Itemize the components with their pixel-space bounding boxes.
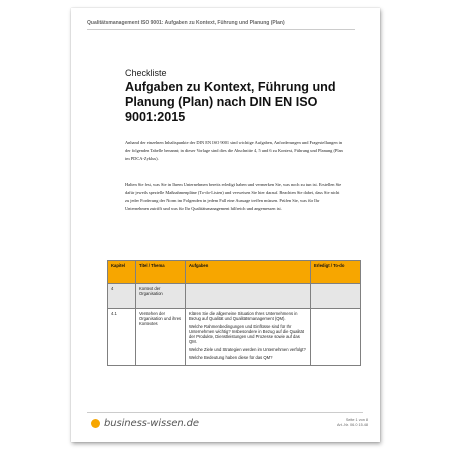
page-info [337, 418, 368, 428]
task-text: Welche Bedeutung haben diese für das QM? [189, 355, 273, 360]
cell-titel: Verstehen der Organisation und ihres Kontextes [136, 309, 186, 366]
header-kapitel: Kapitel [108, 261, 136, 284]
running-header: Qualitätsmanagement ISO 9001: Aufgaben zu Kontext, Führung und Planung (Plan) [87, 20, 285, 26]
page-number: Seite 1 von 8 [345, 418, 368, 422]
cell-kapitel: 4.1 [108, 309, 136, 366]
task-text: Welche Rahmenbedingungen und Einflüsse sind für Ihr Unternehmen wichtig? Insbesondere in Bezug auf die Qualität der Produkte, Dienstleistungen und Prozesse sowie auf das QM. [189, 324, 304, 344]
footer-divider [87, 412, 363, 413]
brand-logo [91, 418, 199, 429]
table-header-row [108, 261, 361, 284]
table-row [108, 309, 361, 366]
document-page [71, 8, 380, 442]
checklist-table [107, 260, 361, 366]
document-title: Aufgaben zu Kontext, Führung und Planung (Plan) nach DIN EN ISO 9001:2015 [125, 80, 336, 124]
cell-erledigt[interactable] [311, 309, 361, 366]
task-text: Welche Ziele und Strategien werden im Unternehmen verfolgt? [189, 347, 306, 352]
header-titel: Titel / Thema [136, 261, 186, 284]
table-row [108, 284, 361, 309]
header-divider [87, 29, 355, 30]
cell-titel: Kontext der Organisation [136, 284, 186, 309]
intro-paragraph-1: Anhand der einzelnen Inhaltspunkte der DIN EN ISO 9001 sind wichtige Aufgaben, Anforderungen und Fragestellungen in der folgenden Tabelle benannt; in dieser Vorlage sind dies die Abschnitte 4, 5 und 6 zu Kontext, Führung und Planung (Plan im PDCA-Zyklus). [125, 140, 343, 162]
brand-dot-icon [91, 419, 100, 428]
document-label: Checkliste [125, 68, 167, 78]
cell-aufgaben [186, 309, 311, 366]
cell-aufgaben [186, 284, 311, 309]
cell-erledigt[interactable] [311, 284, 361, 309]
brand-name: business-wissen.de [104, 418, 199, 429]
article-number: Art.-Nr. 06.0 15.48 [336, 423, 368, 427]
header-aufgaben: Aufgaben [186, 261, 311, 284]
cell-kapitel: 4 [108, 284, 136, 309]
task-text: Klären Sie die allgemeine Situation Ihres Unternehmens in Bezug auf Qualität und Qualitätsmanagement (QM). [189, 311, 298, 321]
intro-paragraph-2: Halten Sie fest, was Sie in Ihrem Unternehmen bereits erledigt haben und vermerken Sie, was noch zu tun ist. Erstellen Sie dafür jeweils spezielle Maßnahmenpläne (To-do-Listen) und verweisen Sie hier darauf. Beachten Sie dabei, dass Sie nicht zu jeder Forderung der Norm im Folgenden in jedem Fall eine Aussage treffen müssen. Prüfen Sie, was für Ihr Unternehmen zutrifft und was für Ihr Qualitätsmanagement hilfreich und angemessen ist. [125, 182, 342, 212]
header-erledigt: Erledigt / To-do [311, 261, 361, 284]
